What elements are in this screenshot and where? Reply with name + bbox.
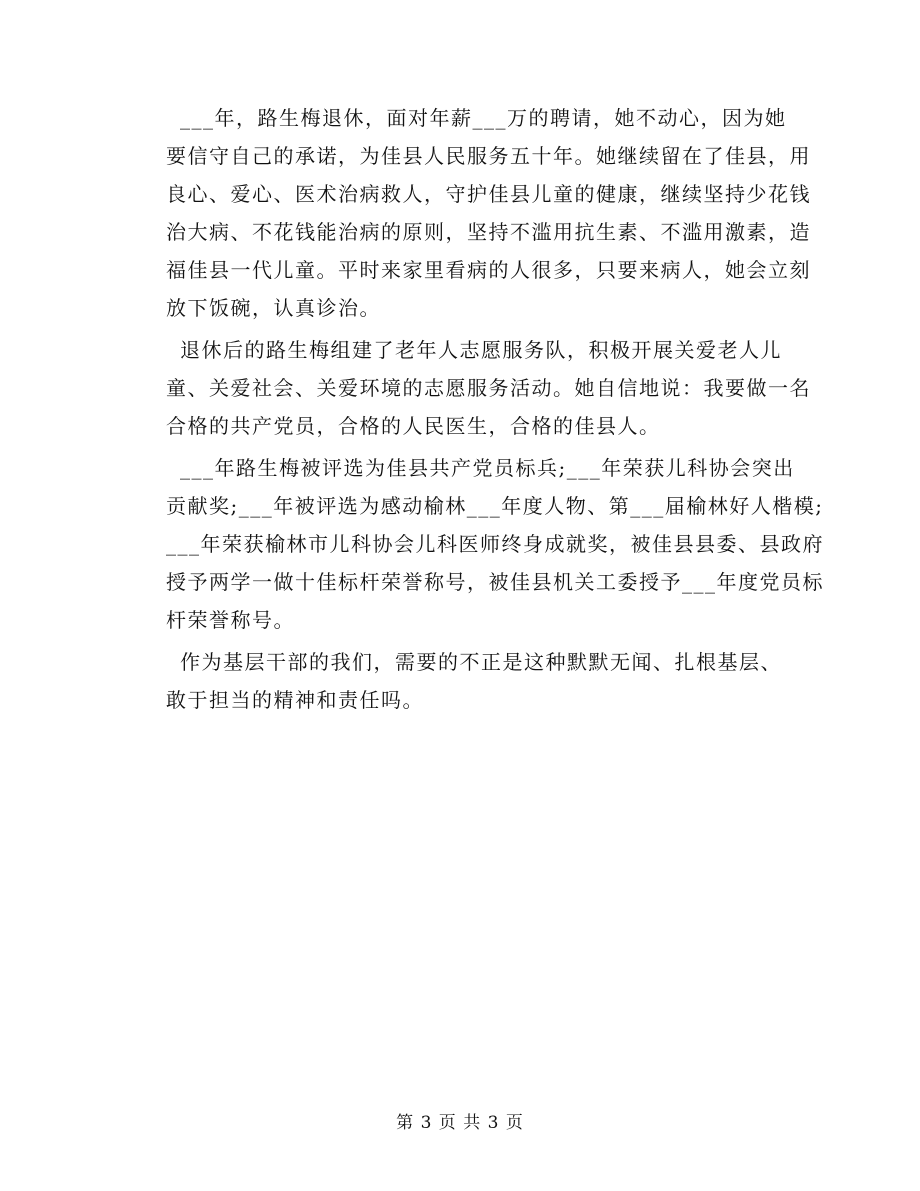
text-line: 要信守自己的承诺，为佳县人民服务五十年。她继续留在了佳县，用 [166,144,811,168]
text-line: 放下饭碗，认真诊治。 [166,296,381,320]
text-line: ___年，路生梅退休，面对年薪___万的聘请，她不动心，因为她 [180,106,787,130]
text-line: 良心、爱心、医术治病救人，守护佳县儿童的健康，继续坚持少花钱 [166,182,811,206]
document-body [166,99,824,723]
paragraph-retirement [166,99,811,327]
paragraph-volunteer [166,331,811,445]
text-line: 敢于担当的精神和责任吗。 [166,688,424,712]
text-line: 退休后的路生梅组建了老年人志愿服务队，积极开展关爱老人儿 [180,338,782,362]
text-line: 童、关爱社会、关爱环境的志愿服务活动。她自信地说：我要做一名 [166,376,811,400]
text-line: 合格的共产党员，合格的人民医生，合格的佳县人。 [166,414,661,438]
text-line: 福佳县一代儿童。平时来家里看病的人很多，只要来病人，她会立刻 [166,258,811,282]
text-line: 贡献奖;___年被评选为感动榆林___年度人物、第___届榆林好人楷模; [166,494,824,518]
text-line: ___年路生梅被评选为佳县共产党员标兵;___年荣获儿科协会突出 [180,456,795,480]
text-line: 杆荣誉称号。 [166,608,295,632]
page-number-footer: 第 3 页 共 3 页 [396,1113,524,1133]
paragraph-conclusion [166,643,782,719]
paragraph-honors [166,449,824,639]
text-line: 作为基层干部的我们，需要的不正是这种默默无闻、扎根基层、 [180,650,782,674]
text-line: 授予两学一做十佳标杆荣誉称号，被佳县机关工委授予___年度党员标 [166,570,824,594]
text-line: 治大病、不花钱能治病的原则，坚持不滥用抗生素、不滥用激素，造 [166,220,811,244]
text-line: ___年荣获榆林市儿科协会儿科医师终身成就奖，被佳县县委、县政府 [166,532,824,556]
